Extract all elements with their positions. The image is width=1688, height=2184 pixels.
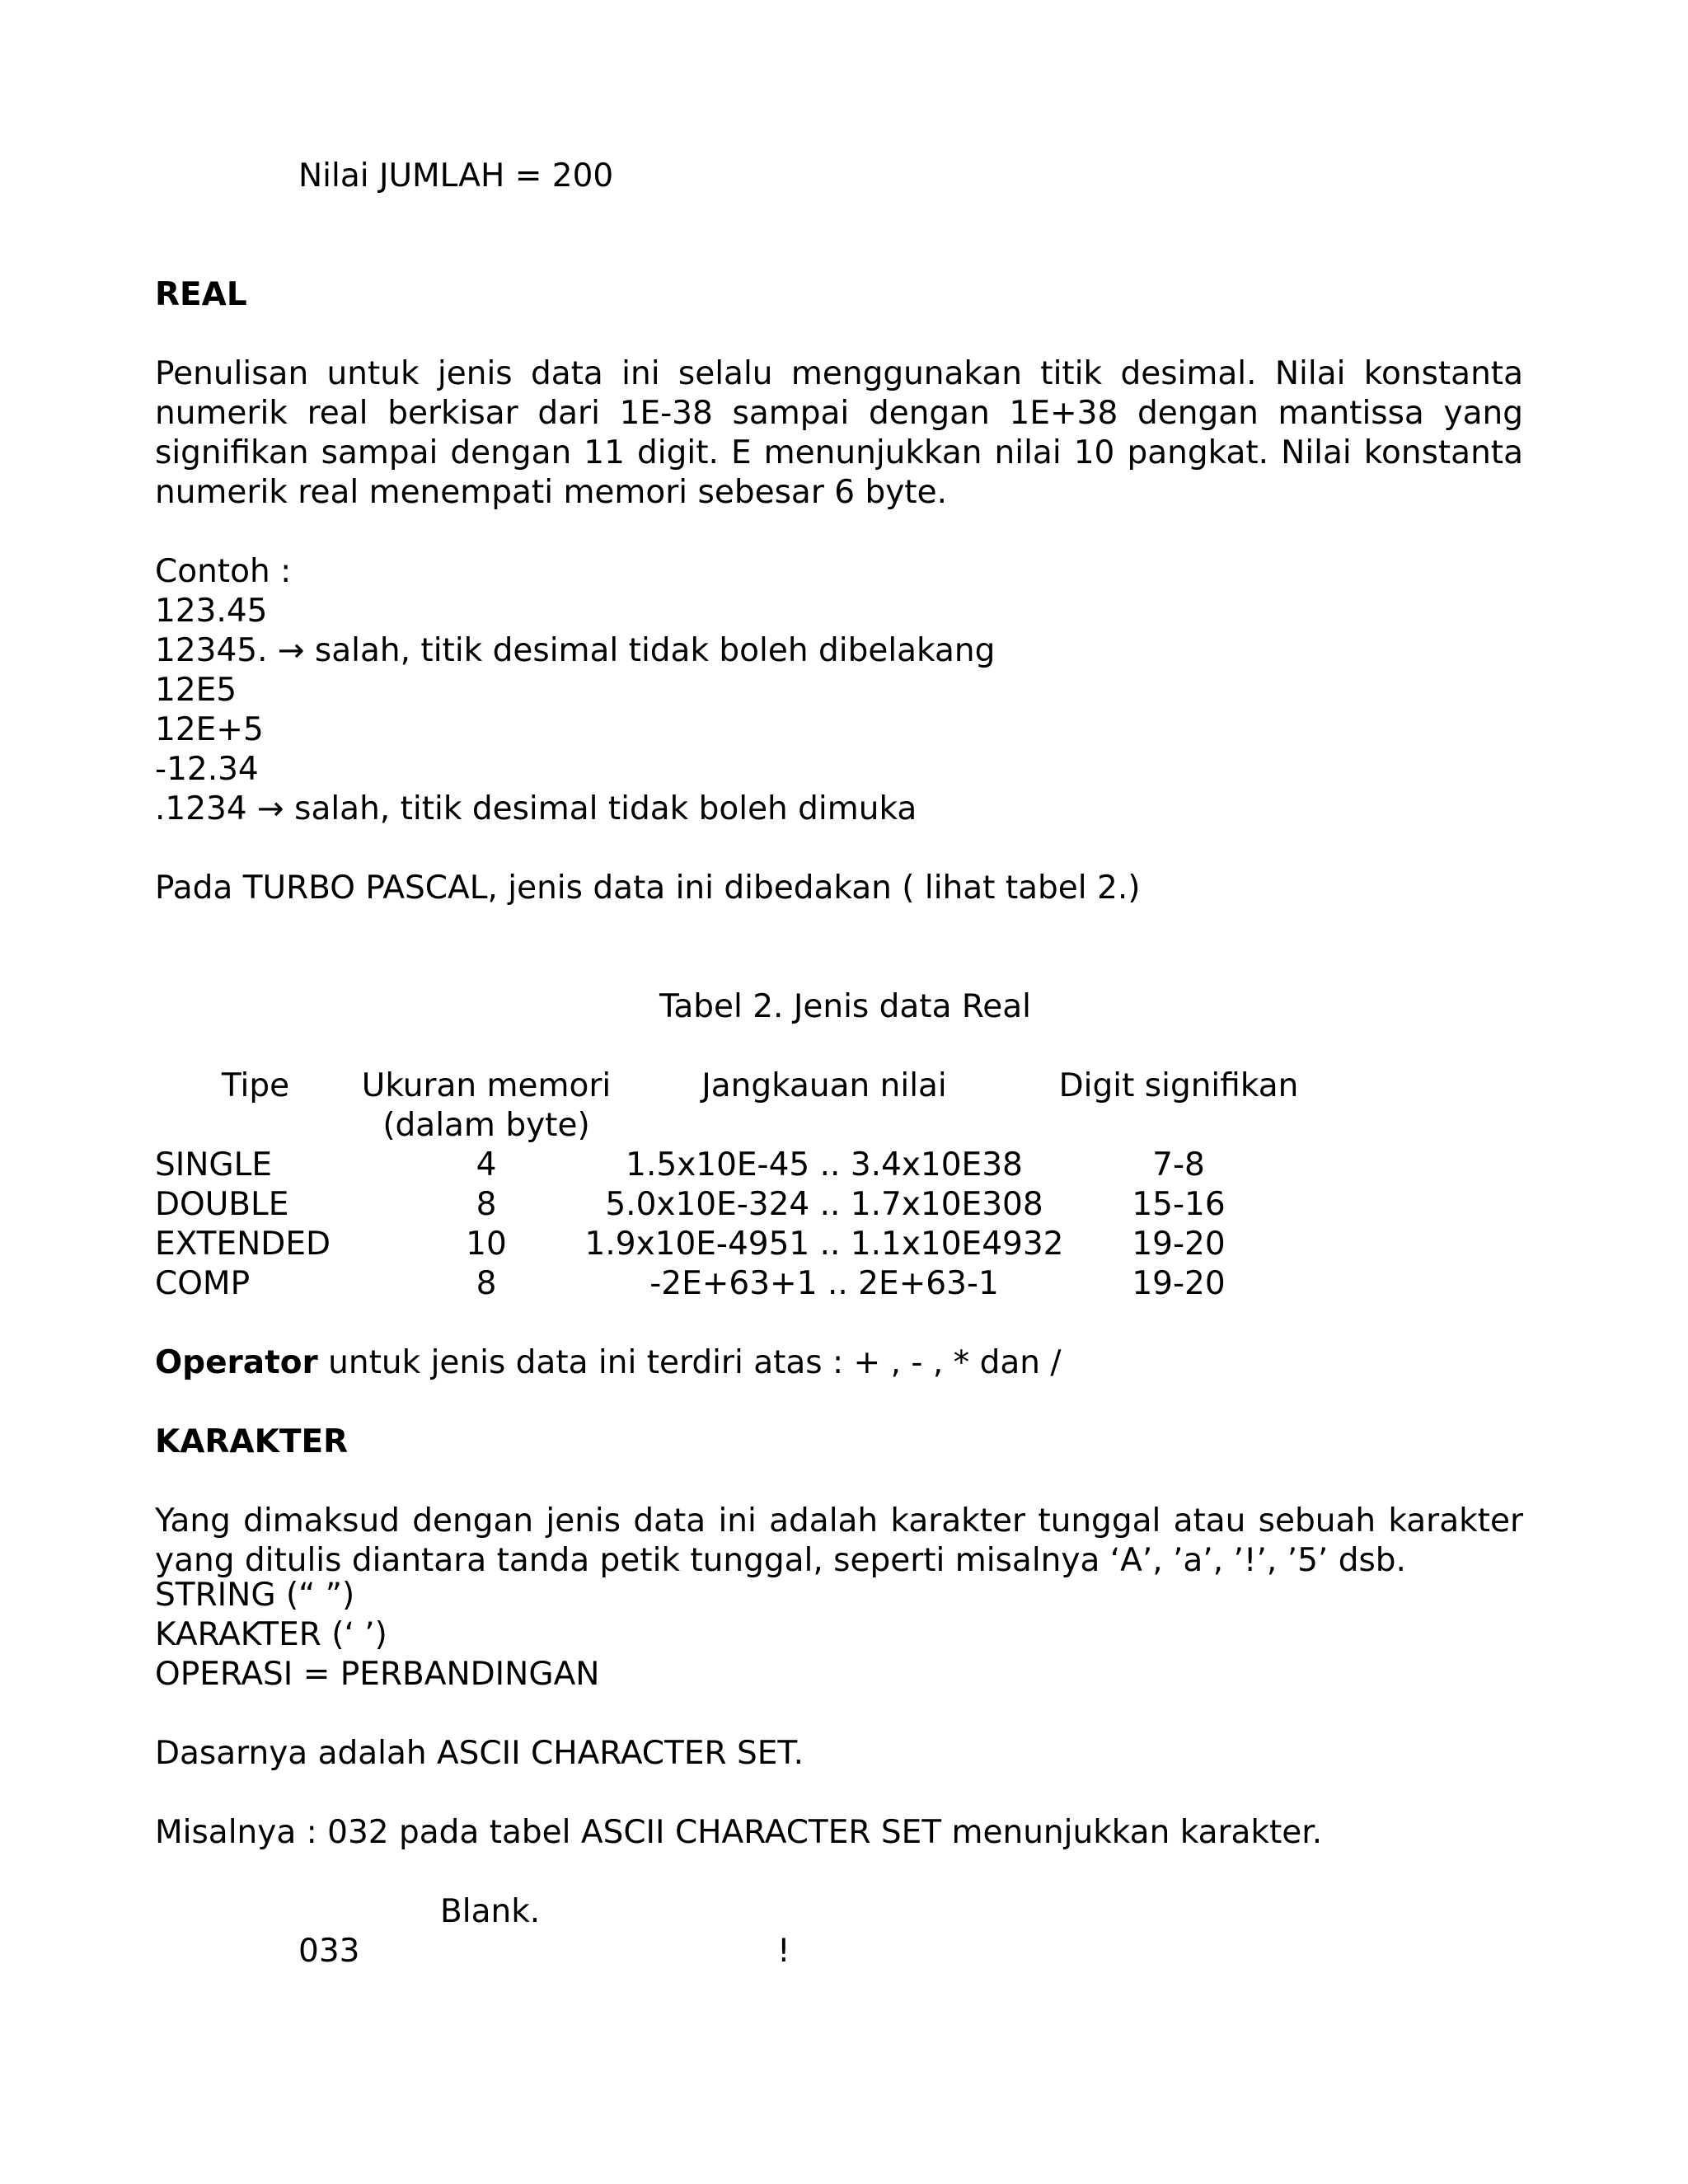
- cell-digit: 19-20: [1132, 1226, 1226, 1263]
- section-heading-real: REAL: [155, 276, 247, 313]
- table-header-digit: Digit signifikan: [1058, 1067, 1299, 1104]
- cell-ukuran: 8: [476, 1186, 497, 1223]
- example-line: 12345. → salah, titik desimal tidak boleh dibelakang: [155, 632, 996, 669]
- misal-line: Misalnya : 032 pada tabel ASCII CHARACTER SET menunjukkan karakter.: [155, 1814, 1323, 1851]
- code-033: 033: [298, 1933, 360, 1970]
- karakter-line: KARAKTER (‘ ’): [155, 1616, 387, 1653]
- example-line: 12E+5: [155, 711, 264, 748]
- cell-jangkauan: 1.5x10E-45 .. 3.4x10E38: [626, 1146, 1023, 1183]
- table-caption: Tabel 2. Jenis data Real: [659, 988, 1031, 1025]
- jumlah-line: Nilai JUMLAH = 200: [298, 157, 614, 194]
- cell-tipe: SINGLE: [155, 1146, 273, 1183]
- cell-digit: 7-8: [1152, 1146, 1205, 1183]
- cell-jangkauan: 1.9x10E-4951 .. 1.1x10E4932: [584, 1226, 1064, 1263]
- table-header-tipe: Tipe: [221, 1067, 290, 1104]
- karakter-paragraph: Yang dimaksud dengan jenis data ini adalah karakter tunggal atau sebuah karakter yang ditulis diantara tanda petik tunggal, seperti misalnya ‘A’, ’a’, ’!’, ’5’ dsb.: [155, 1502, 1523, 1579]
- operator-text: untuk jenis data ini terdiri atas : + , - , * dan /: [317, 1344, 1062, 1381]
- cell-tipe: EXTENDED: [155, 1226, 331, 1263]
- real-paragraph: Penulisan untuk jenis data ini selalu menggunakan titik desimal. Nilai konstanta numerik real berkisar dari 1E-38 sampai dengan 1E+38 dengan mantissa yang signifikan sampai dengan 11 digit. E menunjukkan nilai 10 pangkat. Nilai konstanta numerik real menempati memori sebesar 6 byte.: [155, 355, 1523, 511]
- example-line: 12E5: [155, 672, 237, 709]
- table-header-ukuran-unit: (dalam byte): [382, 1107, 590, 1144]
- contoh-label: Contoh :: [155, 553, 292, 590]
- table-header-ukuran: Ukuran memori: [361, 1067, 612, 1104]
- operator-bold-label: Operator: [155, 1344, 318, 1381]
- cell-digit: 19-20: [1132, 1265, 1226, 1302]
- example-line: -12.34: [155, 751, 259, 788]
- operator-line: [155, 1343, 1061, 1383]
- cell-tipe: DOUBLE: [155, 1186, 289, 1223]
- cell-jangkauan: 5.0x10E-324 .. 1.7x10E308: [605, 1186, 1043, 1223]
- operasi-line: OPERASI = PERBANDINGAN: [155, 1656, 600, 1693]
- exclamation-char: !: [777, 1933, 790, 1970]
- turbo-pascal-line: Pada TURBO PASCAL, jenis data ini dibedakan ( lihat tabel 2.): [155, 869, 1141, 907]
- cell-tipe: COMP: [155, 1265, 251, 1302]
- cell-ukuran: 4: [476, 1146, 497, 1183]
- section-heading-karakter: KARAKTER: [155, 1423, 349, 1460]
- example-line: 123.45: [155, 593, 268, 630]
- cell-ukuran: 8: [476, 1265, 497, 1302]
- example-line: .1234 → salah, titik desimal tidak boleh dimuka: [155, 790, 917, 827]
- dasar-line: Dasarnya adalah ASCII CHARACTER SET.: [155, 1735, 804, 1772]
- blank-label: Blank.: [440, 1893, 541, 1930]
- table-header-jangkauan: Jangkauan nilai: [701, 1067, 947, 1104]
- cell-jangkauan: -2E+63+1 .. 2E+63-1: [649, 1265, 999, 1302]
- cell-digit: 15-16: [1132, 1186, 1226, 1223]
- string-line: STRING (“ ”): [155, 1577, 355, 1614]
- cell-ukuran: 10: [466, 1226, 507, 1263]
